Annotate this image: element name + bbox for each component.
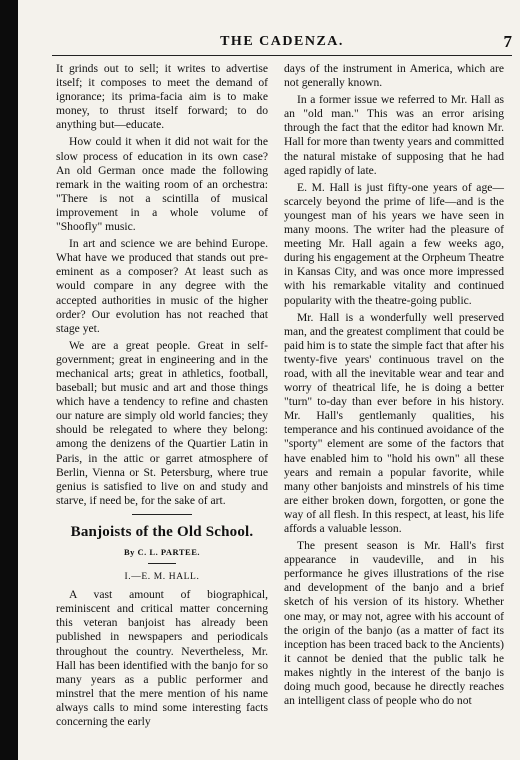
left-column [56, 62, 268, 732]
paragraph: A vast amount of biographical, reminiscent and critical matter concerning this veteran banjoist has already been published in newspapers and periodicals throughout the country. Nevertheless, Mr. Hall has been identified with the banjo for so many years as a public performer and minstrel that the mere mention of his name always calls to mind some interesting facts concerning the early [56, 588, 268, 729]
section-divider [132, 514, 192, 515]
header-rule [52, 55, 512, 56]
section-heading: Banjoists of the Old School. [70, 523, 254, 540]
right-column [284, 62, 504, 711]
paragraph: Mr. Hall is a wonderfully well preserved man, and the greatest compliment that could be paid him is to state the simple fact that after his twenty-five years' continuous travel on the road, with all the inevitable wear and tear and worry of theatrical life, he is doing a better "turn" to-day than ever before in his history. Mr. Hall's gentlemanly qualities, his temperance and his continued avoidance of the "sporty" element are some of the factors that have enabled him to "hold his own" all these years and remain a popular favorite, while many other banjoists and minstrels of his time are either broken down, forgotten, or gone the way of all flesh. In this respect, at least, his life affords a valuable lesson. [284, 310, 504, 535]
byline-divider [148, 563, 176, 564]
byline: By C. L. PARTEE. [123, 547, 201, 557]
paragraph: In a former issue we referred to Mr. Hall as an "old man." This was an error arising through the fact that the editor had known Mr. Hall for more than twenty years and committed the natural mistake of supposing that he had aged rapidly of late. [284, 93, 504, 177]
paragraph: It grinds out to sell; it writes to advertise itself; it composes to meet the demand of ignorance; its prima-facia aim is to make money, to thrust itself forward; to do anything but—educate. [56, 62, 268, 132]
page-header [52, 34, 512, 54]
paragraph: How could it when it did not wait for the slow process of education in its own case? An old German once made the following remark in the waiting room of an orchestra: "There is not a scintilla of musical improvement in a whole volume of "Shoofly" music. [56, 135, 268, 234]
paragraph: E. M. Hall is just fifty-one years of age—scarcely beyond the prime of life—and is the youngest man of his years we have seen in many moons. The writer had the pleasure of meeting Mr. Hall again a few weeks ago, during his engagement at the Orpheum Theatre in Kansas City, and was once more impressed with his remarkable vitality and continued popularity with the theatre-going public. [284, 180, 504, 307]
paragraph: In art and science we are behind Europe. What have we produced that stands out pre-eminent as a composer? At least such as would compare in any degree with the accepted authorities in music of the higher order? Our evolution has not reached that stage yet. [56, 237, 268, 335]
paragraph: We are a great people. Great in self-government; great in engineering and in the mechanical arts; great in athletics, football, baseball; but music and art and those things which have a tendency to refine and chasten our nature are simply old world fancies; they should be relegated to where they belong: among the denizens of the Quartier Latin in Paris, in the attic or garret atmosphere of Berlin, Vienna or St. Petersburg, where true genius is satisfied to live on and study and starve, if need be, for the sake of art. [56, 338, 268, 507]
paragraph: days of the instrument in America, which are not generally known. [284, 62, 504, 90]
paragraph: The present season is Mr. Hall's first appearance in vaudeville, and in his performance he gives illustrations of the rise and development of the banjo and a brief sketch of his version of its history. Whether one may, or may not, agree with his account of the origin of the banjo (as a matter of fact its inception has been traced back to the Ancients) it cannot be denied that the public talk he makes nightly in the interest of the banjo is doing much good, because he directly reaches an intelligent class of people who do not [284, 539, 504, 708]
page-number: 7 [503, 32, 512, 51]
article-subheading: I.—E. M. HALL. [124, 572, 200, 583]
magazine-title: THE CADENZA. [220, 34, 344, 49]
